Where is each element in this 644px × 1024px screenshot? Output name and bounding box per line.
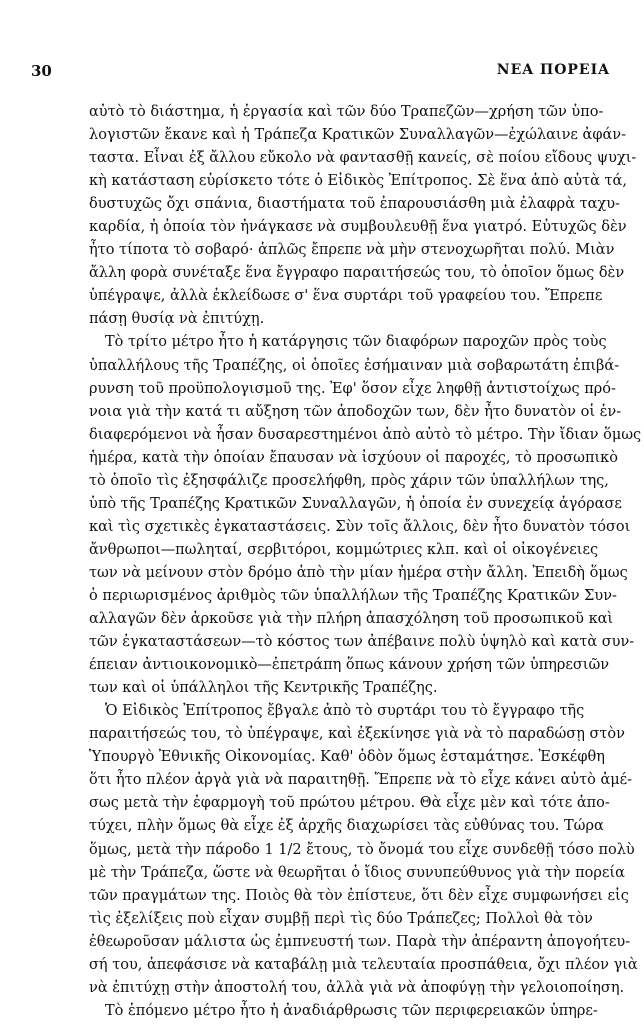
text-line: ὑπαλλήλους τῆς Τραπέζης, οἱ ὁποῖες ἐσήμαιναν μιὰ σοβαρωτάτη ἐπιβά- [89, 357, 620, 374]
text-line: νοια γιὰ τὴν κατά τι αὔξηση τῶν ἀποδοχῶν των, δὲν ἦτο δυνατὸν οἱ ἐν- [89, 403, 622, 420]
paragraph [89, 700, 638, 1000]
text-line: ὁ περιωρισμένος ἀριθμὸς τῶν ὑπαλλήλων τῆς Τραπέζης Κρατικῶν Συν- [89, 587, 617, 604]
text-line: τῶν πραγμάτων της. Ποιὸς θὰ τὸν ἐπίστευε, ὅτι δὲν εἶχε συμφωνήσει εἰς [89, 887, 629, 904]
text-line: ταστα. Εἶναι ἐξ ἄλλου εὔκολο νὰ φαντασθῇ κανείς, σὲ ποίου εἴδους ψυχι- [89, 150, 637, 167]
text-line: καρδία, ἡ ὁποία τὸν ἠνάγκασε νὰ συμβουλευθῇ ἕνα γιατρό. Εὐτυχῶς δὲν [89, 219, 627, 236]
text-line: Ὑπουργὸ Ἐθνικῆς Οἰκονομίας. Καθ' ὁδὸν ὅμως ἐσταμάτησε. Ἐσκέφθη [89, 749, 605, 766]
text-line: κὴ κατάσταση εὑρίσκετο τότε ὁ Εἰδικὸς Ἐπίτροπος. Σὲ ἕνα ἀπὸ αὐτὰ τά, [89, 173, 627, 190]
paragraph [89, 331, 642, 700]
text-line: τὸ ὁποῖο τὶς ἐξησφάλιζε προσελήφθη, πρὸς χάριν τῶν ὑπαλλήλων της, [89, 472, 609, 489]
text-line: τὶς ἐξελίξεις ποὺ εἶχαν συμβῇ περὶ τὶς δύο Τράπεζες; Πολλοὶ θὰ τὸν [89, 910, 593, 927]
text-line: τύχει, πλὴν ὅμως θὰ εἶχε ἐξ ἀρχῆς διαχωρίσει τὰς εὐθύνας του. Τώρα [89, 818, 604, 835]
text-line: ὑπὸ τῆς Τραπέζης Κρατικῶν Συναλλαγῶν, ἡ ὁποία ἐν συνεχείᾳ ἀγόρασε [89, 495, 622, 512]
text-line: Τὸ τρίτο μέτρο ἦτο ἡ κατάργησις τῶν διαφόρων παροχῶν πρὸς τοὺς [105, 334, 607, 351]
text-line: παραιτήσεώς του, τὸ ὑπέγραψε, καὶ ἐξεκίνησε γιὰ νὰ τὸ παραδώσῃ στὸν [89, 726, 625, 743]
text-line: πάσῃ θυσίᾳ νὰ ἐπιτύχῃ. [89, 311, 265, 328]
text-line: σή του, ἀπεφάσισε νὰ καταβάλῃ μιὰ τελευταία προσπάθεια, ὄχι πλέον γιὰ [89, 956, 638, 973]
text-line: Ὁ Εἰδικὸς Ἐπίτροπος ἔβγαλε ἀπὸ τὸ συρτάρι του τὸ ἔγγραφο τῆς [105, 703, 585, 720]
text-line: ἄλλη φορὰ συνέταξε ἕνα ἔγγραφο παραιτήσεώς του, τὸ ὁποῖον ὅμως δὲν [89, 265, 625, 282]
text-line: ὅμως, μετὰ τὴν πάροδο 1 1/2 ἔτους, τὸ ὄνομά του εἶχε συνδεθῇ τόσο πολὺ [89, 841, 635, 858]
text-line: ὅτι ἦτο πλέον ἀργὰ γιὰ νὰ παραιτηθῇ. Ἔπρεπε νὰ τὸ εἶχε κάνει αὐτὸ ἀμέ- [89, 772, 633, 789]
text-line: μὲ τὴν Τράπεζα, ὥστε νὰ θεωρῆται ὁ ἴδιος συνυπεύθυνος γιὰ τὴν πορεία [89, 864, 625, 881]
body-text [89, 101, 642, 1023]
text-line: δυστυχῶς ὄχι σπάνια, διαστήματα τοῦ ἐπαρουσιάσθη μιὰ ἐλαφρὰ ταχυ- [89, 196, 620, 213]
paragraph [89, 1000, 598, 1023]
text-line: ἄνθρωποι—πωληταί, σερβιτόροι, κομμώτριες κλπ. καὶ οἱ οἰκογένειες [89, 541, 599, 558]
text-line: σως μετὰ τὴν ἐφαρμογὴ τοῦ πρώτου μέτρου. Θὰ εἶχε μὲν καὶ τότε ἀπο- [89, 795, 610, 812]
text-line: ὑπέγραψε, ἀλλὰ ἐκλείδωσε σ' ἕνα συρτάρι τοῦ γραφείου του. Ἔπρεπε [89, 288, 603, 305]
text-line: ἐθεωροῦσαν μάλιστα ὡς ἐμπνευστή των. Παρὰ τὴν ἀπέραντη ἀπογοήτευ- [89, 933, 631, 950]
text-line: των καὶ οἱ ὑπάλληλοι τῆς Κεντρικῆς Τραπέζης. [89, 680, 438, 697]
page-header [31, 62, 610, 84]
text-line: αλλαγῶν δὲν ἀρκοῦσε γιὰ τὴν πλήρη ἀπασχόληση τοῦ προσωπικοῦ καὶ [89, 611, 614, 628]
text-line: των νὰ μείνουν στὸν δρόμο ἀπὸ τὴν μίαν ἡμέρα στὴν ἄλλη. Ἐπειδὴ ὅμως [89, 564, 628, 581]
page-number: 30 [31, 62, 52, 80]
text-line: λογιστῶν ἔκανε καὶ ἡ Τράπεζα Κρατικῶν Συναλλαγῶν—ἐχώλαινε ἀφάν- [89, 127, 627, 144]
text-line: τῶν ἐγκαταστάσεων—τὸ κόστος των ἀπέβαινε πολὺ ὑψηλὸ καὶ κατὰ συν- [89, 634, 635, 651]
text-line: καὶ τὶς σχετικὲς ἐγκαταστάσεις. Σὺν τοῖς ἄλλοις, δὲν ἦτο δυνατὸν τόσοι [89, 518, 631, 535]
text-line: ἦτο τίποτα τὸ σοβαρό· ἁπλῶς ἔπρεπε νὰ μὴν στενοχωρῆται πολύ. Μιὰν [89, 242, 615, 259]
running-head: ΝΕΑ ΠΟΡΕΙΑ [496, 62, 610, 78]
paragraph [89, 101, 637, 331]
text-line: διαφερόμενοι νὰ ἦσαν δυσαρεστημένοι ἀπὸ αὐτὸ τὸ μέτρο. Τὴν ἴδιαν ὅμως [89, 426, 642, 443]
text-line: έπειαν ἀντιοικονομικὸ—ἐπετράπη ὅπως κάνουν χρήση τῶν ὑπηρεσιῶν [89, 657, 610, 674]
text-line: ρυνση τοῦ προϋπολογισμοῦ της. Ἐφ' ὅσον εἶχε ληφθῇ ἀντιστοίχως πρό- [89, 380, 616, 397]
text-line: αὐτὸ τὸ διάστημα, ἡ ἐργασία καὶ τῶν δύο Τραπεζῶν—χρήση τῶν ὑπο- [89, 104, 604, 120]
text-line: ἡμέρα, κατὰ τὴν ὁποίαν ἔπαυσαν νὰ ἰσχύουν οἱ παροχές, τὸ προσωπικὸ [89, 449, 618, 466]
text-line: Τὸ ἑπόμενο μέτρο ἦτο ἡ ἀναδιάρθρωσις τῶν περιφερειακῶν ὑπηρε- [105, 1002, 598, 1019]
text-line: νὰ ἐπιτύχῃ στὴν ἀποστολή του, ἀλλὰ γιὰ νὰ ἀποφύγῃ τὴν γελοιοποίηση. [89, 979, 625, 996]
